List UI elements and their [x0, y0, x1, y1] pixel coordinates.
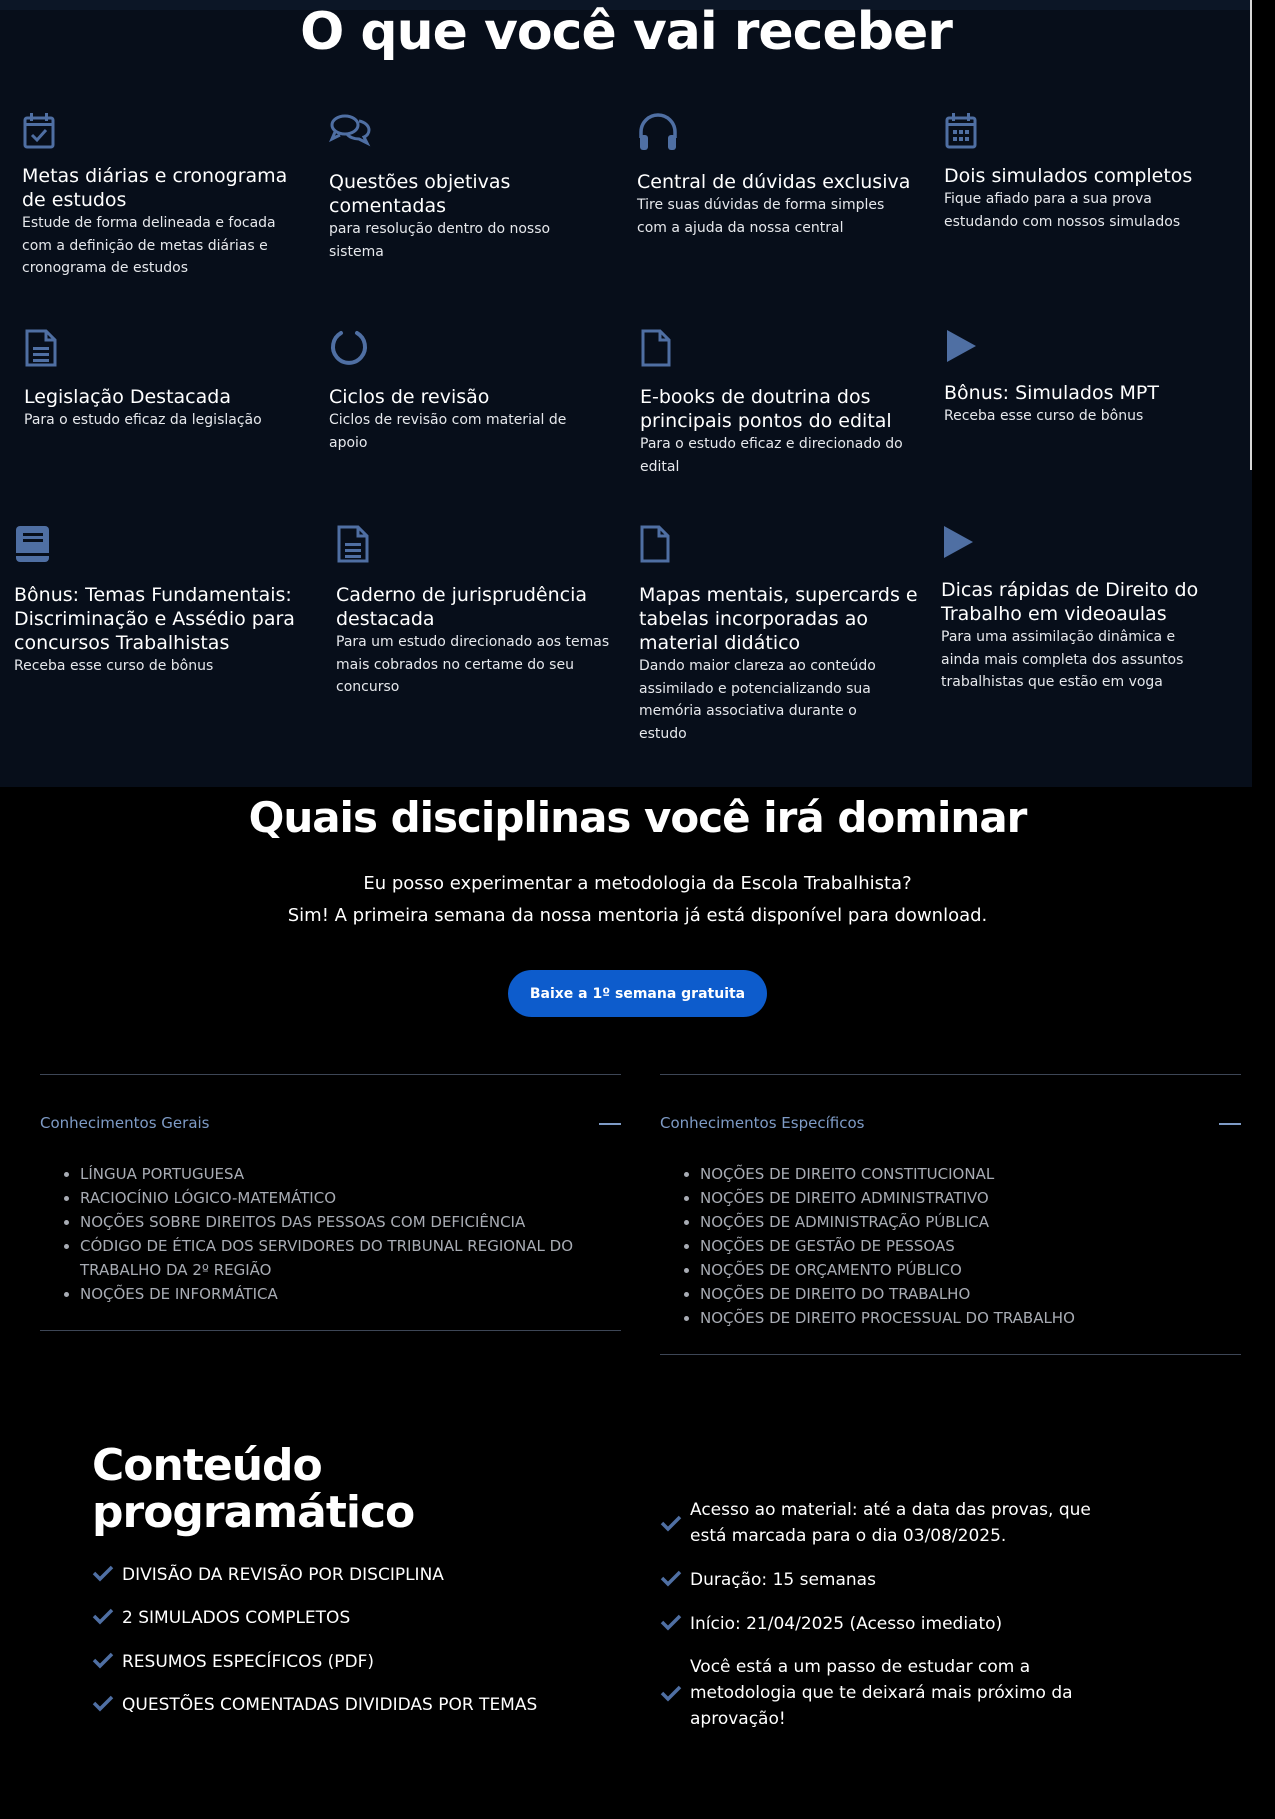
- check-icon: [92, 1692, 114, 1714]
- book-icon: [14, 524, 54, 564]
- play-icon: [944, 328, 984, 368]
- collapse-icon[interactable]: [1219, 1123, 1241, 1125]
- program-item-label: 2 SIMULADOS COMPLETOS: [122, 1608, 351, 1628]
- feature-title: Ciclos de revisão: [329, 386, 490, 408]
- list-item: • NOÇÕES SOBRE DIREITOS DAS PESSOAS COM DEFICIÊNCIA: [80, 1210, 580, 1234]
- feature-desc: Para o estudo eficaz da legislação: [24, 412, 262, 428]
- calendar-icon: [944, 112, 984, 152]
- general-list: [40, 1162, 580, 1306]
- feature-desc: Para uma assimilação dinâmica e ainda mais completa dos assuntos trabalhistas que estão em voga: [941, 629, 1184, 690]
- check-icon: [92, 1562, 114, 1584]
- feature-desc: Dando maior clareza ao conteúdo assimilado e potencializando sua memória associativa durante o estudo: [639, 658, 876, 742]
- list-item: • NOÇÕES DE GESTÃO DE PESSOAS: [700, 1234, 1075, 1258]
- program-item-label: QUESTÕES COMENTADAS DIVIDIDAS POR TEMAS: [122, 1695, 538, 1715]
- list-item: • NOÇÕES DE DIREITO DO TRABALHO: [700, 1282, 1075, 1306]
- check-icon: [92, 1649, 114, 1671]
- document-lines-icon: [24, 328, 64, 368]
- feature-desc: Estude de forma delineada e focada com a definição de metas diárias e cronograma de estudos: [22, 215, 276, 276]
- feature-title: Legislação Destacada: [24, 386, 231, 408]
- check-icon: [660, 1567, 682, 1589]
- calendar-check-icon: [22, 112, 62, 152]
- info-item-label: Acesso ao material: até a data das provas, que está marcada para o dia 03/08/2025.: [690, 1500, 1091, 1546]
- collapse-icon[interactable]: [599, 1123, 621, 1125]
- feature-title: Central de dúvidas exclusiva: [637, 171, 911, 193]
- program-item: [92, 1649, 374, 1675]
- accordion-specific-header[interactable]: Conhecimentos Específicos: [660, 1114, 865, 1132]
- list-item: • CÓDIGO DE ÉTICA DOS SERVIDORES DO TRIBUNAL REGIONAL DO TRABALHO DA 2º REGIÃO: [80, 1234, 580, 1282]
- feature-title: Dois simulados completos: [944, 165, 1193, 187]
- program-item-label: DIVISÃO DA REVISÃO POR DISCIPLINA: [122, 1565, 444, 1585]
- list-item: • LÍNGUA PORTUGUESA: [80, 1162, 580, 1186]
- accordion-general-header[interactable]: Conhecimentos Gerais: [40, 1114, 210, 1132]
- accordion-specific: [660, 1074, 1241, 1356]
- disciplines-title: Quais disciplinas você irá dominar: [248, 793, 1027, 842]
- play-icon: [941, 524, 981, 564]
- divider: [660, 1354, 1241, 1355]
- feature-desc: para resolução dentro do nosso sistema: [329, 221, 551, 260]
- check-icon: [660, 1512, 682, 1534]
- file-icon: [640, 328, 680, 368]
- info-item-label: Você está a um passo de estudar com a metodologia que te deixará mais próximo da aprovação!: [690, 1657, 1073, 1729]
- info-item: [660, 1497, 1130, 1549]
- feature-title: Dicas rápidas de Direito do Trabalho em videoaulas: [941, 579, 1199, 625]
- receive-section: [0, 0, 1252, 787]
- list-item: • NOÇÕES DE ORÇAMENTO PÚBLICO: [700, 1258, 1075, 1282]
- feature-desc: Ciclos de revisão com material de apoio: [329, 412, 567, 451]
- info-item: [660, 1567, 876, 1593]
- program-item: [92, 1605, 350, 1631]
- feature-desc: Para um estudo direcionado aos temas mais cobrados no certame do seu concurso: [336, 634, 610, 695]
- list-item: • NOÇÕES DE DIREITO ADMINISTRATIVO: [700, 1186, 1075, 1210]
- divider: [40, 1074, 621, 1075]
- divider: [40, 1330, 621, 1331]
- info-item: [660, 1654, 1140, 1732]
- disciplines-answer: Sim! A primeira semana da nossa mentoria já está disponível para download.: [287, 905, 988, 926]
- feature-title: Bônus: Simulados MPT: [944, 382, 1159, 404]
- feature-title: E-books de doutrina dos principais pontos do edital: [640, 386, 892, 432]
- disciplines-question: Eu posso experimentar a metodologia da Escola Trabalhista?: [363, 873, 912, 894]
- feature-title: Bônus: Temas Fundamentais: Discriminação e Assédio para concursos Trabalhistas: [14, 584, 295, 654]
- feature-title: Caderno de jurisprudência destacada: [336, 584, 588, 630]
- list-item: • NOÇÕES DE ADMINISTRAÇÃO PÚBLICA: [700, 1210, 1075, 1234]
- feature-desc: Receba esse curso de bônus: [14, 658, 214, 674]
- info-item-label: Duração: 15 semanas: [690, 1570, 876, 1590]
- headphones-icon: [637, 112, 677, 152]
- program-item: [92, 1692, 537, 1718]
- accordion-general: [40, 1074, 621, 1332]
- list-item: • NOÇÕES DE DIREITO CONSTITUCIONAL: [700, 1162, 1075, 1186]
- feature-title: Mapas mentais, supercards e tabelas incorporadas ao material didático: [639, 584, 918, 654]
- chat-bubbles-icon: [329, 112, 369, 152]
- download-free-week-button[interactable]: Baixe a 1º semana gratuita: [508, 970, 767, 1017]
- check-icon: [660, 1611, 682, 1633]
- program-title: Conteúdo programático: [92, 1440, 415, 1538]
- program-item-label: RESUMOS ESPECÍFICOS (PDF): [122, 1652, 375, 1672]
- document-lines-icon: [336, 524, 376, 564]
- feature-desc: Receba esse curso de bônus: [944, 408, 1144, 424]
- receive-title: O que você vai receber: [300, 2, 952, 62]
- specific-list: [660, 1162, 1075, 1330]
- divider: [660, 1074, 1241, 1075]
- feature-desc: Tire suas dúvidas de forma simples com a ajuda da nossa central: [637, 197, 885, 236]
- feature-desc: Fique afiado para a sua prova estudando com nossos simulados: [944, 191, 1181, 230]
- info-item: [660, 1611, 1002, 1637]
- list-item: • NOÇÕES DE INFORMÁTICA: [80, 1282, 580, 1306]
- check-icon: [92, 1605, 114, 1627]
- file-icon: [639, 524, 679, 564]
- info-item-label: Início: 21/04/2025 (Acesso imediato): [690, 1614, 1003, 1634]
- scrollbar[interactable]: [1250, 0, 1252, 470]
- feature-title: Questões objetivas comentadas: [329, 171, 511, 217]
- check-icon: [660, 1682, 682, 1704]
- feature-title: Metas diárias e cronograma de estudos: [22, 165, 288, 211]
- list-item: • NOÇÕES DE DIREITO PROCESSUAL DO TRABALHO: [700, 1306, 1075, 1330]
- circle-notch-icon: [329, 328, 369, 368]
- feature-desc: Para o estudo eficaz e direcionado do edital: [640, 436, 903, 475]
- program-item: [92, 1562, 444, 1588]
- list-item: • RACIOCÍNIO LÓGICO-MATEMÁTICO: [80, 1186, 580, 1210]
